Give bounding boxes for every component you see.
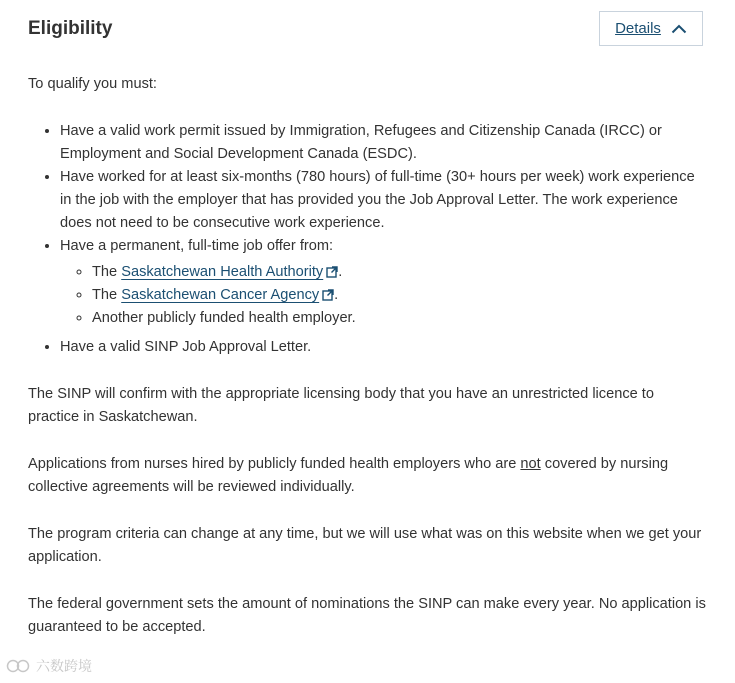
sca-link[interactable]: Saskatchewan Cancer Agency xyxy=(121,287,320,303)
employer-list xyxy=(60,261,708,330)
list-item: • Have a valid SINP Job Approval Letter. xyxy=(60,336,708,359)
list-item xyxy=(60,235,708,330)
sha-link[interactable]: Saskatchewan Health Authority xyxy=(121,264,324,280)
external-link-icon xyxy=(326,266,338,278)
external-link-icon xyxy=(322,289,334,301)
eligibility-content xyxy=(28,73,708,639)
intro-text: To qualify you must: xyxy=(28,76,157,92)
licence-paragraph: The SINP will confirm with the appropriate licensing body that you have an unrestricted licence to practice in Saskatchewan. xyxy=(28,386,654,425)
employer-item-sca: ◦ The Saskatchewan Cancer Agency . xyxy=(92,284,708,307)
employer-item-sha: ◦ The Saskatchewan Health Authority . xyxy=(92,261,708,284)
chevron-up-icon xyxy=(671,24,687,34)
section-title: Eligibility xyxy=(28,18,113,39)
list-item: • Have worked for at least six-months (780 hours) of full-time (30+ hours per week) work experience in the job with the employer that has provided you the Job Approval Letter. The work experience does not need to be consecutive work experience. xyxy=(60,166,708,235)
job-offer-text: Have a permanent, full-time job offer from: xyxy=(60,238,334,254)
details-label: Details xyxy=(615,20,661,37)
not-emphasis: not xyxy=(520,456,541,472)
employer-item-other: ◦ Another publicly funded health employer. xyxy=(92,307,708,330)
requirements-list xyxy=(28,120,708,359)
watermark xyxy=(6,657,92,675)
federal-paragraph: The federal government sets the amount of nominations the SINP can make every year. No application is guaranteed to be accepted. xyxy=(28,596,706,635)
list-item: • Have a valid work permit issued by Immigration, Refugees and Citizenship Canada (IRCC) or Employment and Social Development Canada (ESDC). xyxy=(60,120,708,166)
nurses-paragraph: Applications from nurses hired by publicly funded health employers who are not covered by nursing collective agreements will be reviewed individually. xyxy=(28,456,669,495)
watermark-logo-icon xyxy=(6,659,32,673)
watermark-text: 六数跨境 xyxy=(36,658,92,674)
criteria-paragraph: The program criteria can change at any time, but we will use what was on this website when we get your application. xyxy=(28,526,702,565)
details-toggle-button[interactable] xyxy=(599,11,703,46)
